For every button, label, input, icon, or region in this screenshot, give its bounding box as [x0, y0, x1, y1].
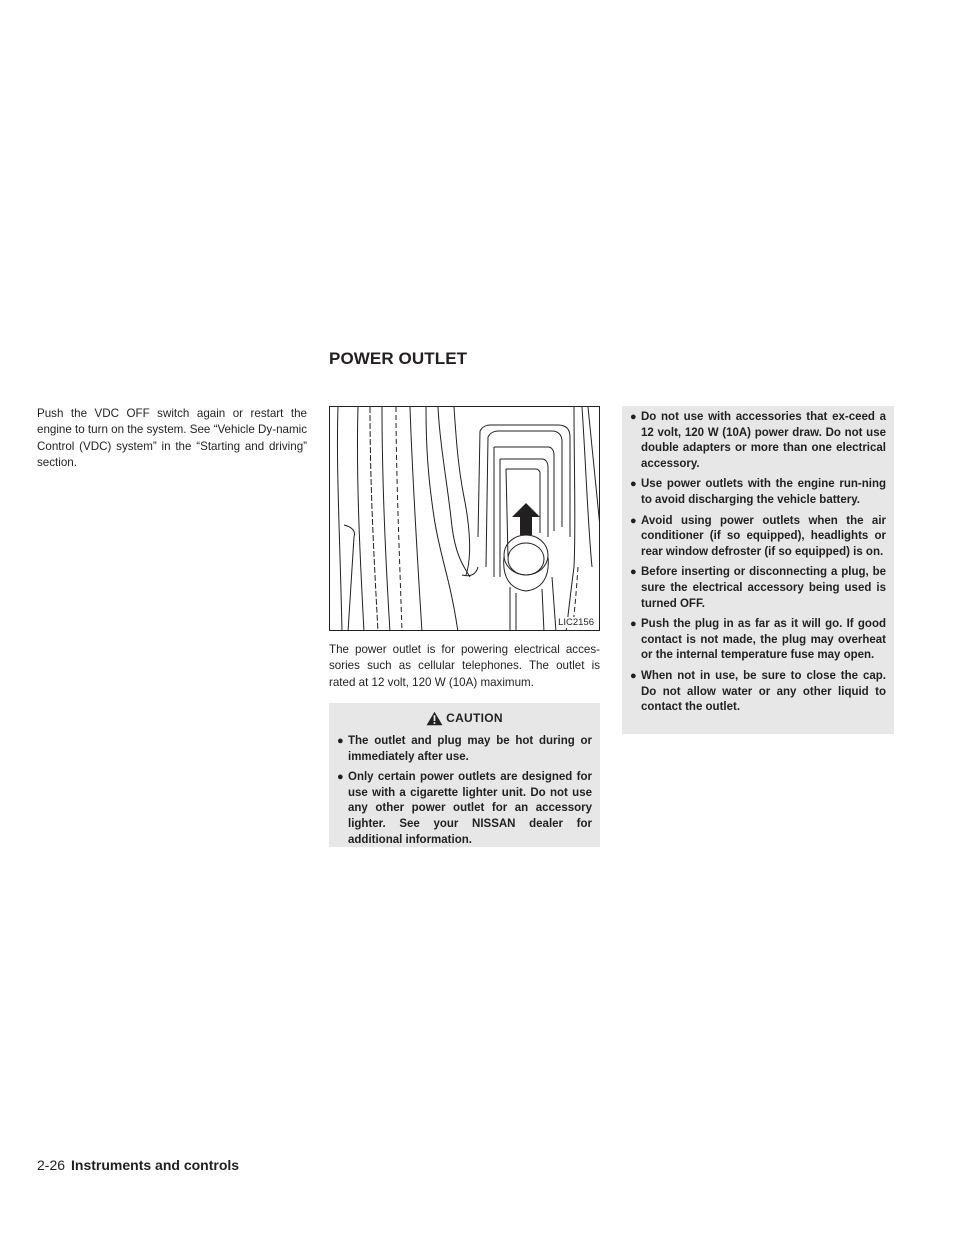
vdc-paragraph: Push the VDC OFF switch again or restart the engine to turn on the system. See “Vehicle Dy-namic Control (VDC) system” in the “Starting and driving” section. [37, 407, 308, 470]
bullet-icon: ● [630, 618, 637, 631]
bullet-icon: ● [337, 735, 344, 747]
list-item: ● Only certain power outlets are designed for use with a cigarette lighter unit. Do not use any other power outlet for an accessory lighter. See your NISSAN dealer for additional information. [337, 771, 592, 846]
list-item: ● Push the plug in as far as it will go. If good contact is not made, the plug may overheat or the internal temperature fuse may open. [630, 618, 886, 662]
section-heading: POWER OUTLET [329, 349, 468, 368]
bullet-icon: ● [630, 566, 637, 579]
caution-heading [329, 708, 600, 728]
page-number: 2-26 [37, 1157, 66, 1173]
power-outlet-illustration [330, 407, 600, 631]
list-item: ● Avoid using power outlets when the air conditioner (if so equipped), headlights or rear window defroster (if so equipped) is on. [630, 514, 886, 558]
caution-title: CAUTION [446, 711, 503, 725]
warning-triangle-icon [426, 711, 443, 726]
bullet-icon: ● [630, 514, 637, 527]
list-item: ● Before inserting or disconnecting a plug, be sure the electrical accessory being used is turned OFF. [630, 566, 886, 610]
caution-list-1 [329, 734, 600, 848]
page-footer [37, 1157, 239, 1173]
bullet-icon: ● [630, 669, 637, 682]
caution-box [329, 703, 600, 847]
list-item: ● The outlet and plug may be hot during or immediately after use. [337, 735, 592, 763]
caution-box-continued [622, 406, 894, 734]
bullet-icon: ● [630, 411, 637, 423]
list-item: ● Use power outlets with the engine run-ning to avoid discharging the vehicle battery. [630, 478, 886, 506]
list-item: ● When not in use, be sure to close the cap. Do not allow water or any other liquid to contact the outlet. [630, 669, 886, 714]
power-outlet-figure [329, 406, 600, 631]
intro-paragraph: The power outlet is for powering electrical acces-sories such as cellular telephones. The outlet is rated at 12 volt, 120 W (10A) maximum. [329, 643, 600, 689]
list-item: ● Do not use with accessories that ex-ceed a 12 volt, 120 W (10A) power draw. Do not use double adapters or more than one electrical accessory. [630, 411, 886, 470]
figure-code: LIC2156 [558, 617, 594, 628]
chapter-title: Instruments and controls [71, 1157, 240, 1173]
bullet-icon: ● [630, 478, 637, 491]
bullet-icon: ● [337, 771, 344, 784]
caution-list-2 [622, 410, 894, 716]
